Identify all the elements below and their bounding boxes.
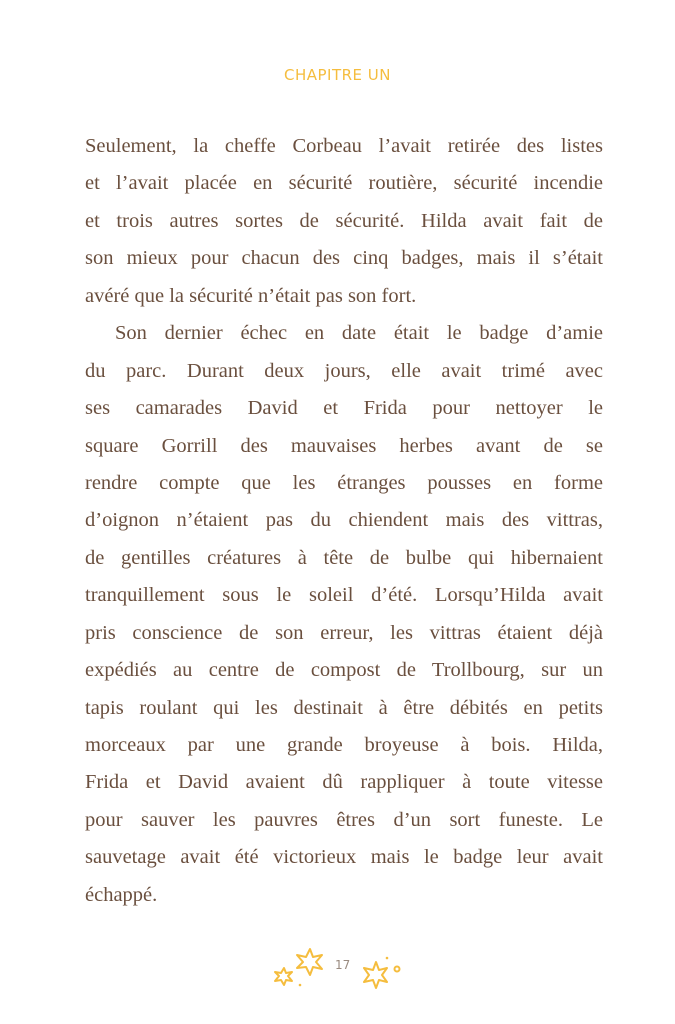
text-line: son mieux pour chacun des cinq badges, mais il s’était [85, 247, 603, 270]
text-line: avéré que la sécurité n’était pas son fort. [85, 284, 417, 307]
text-line: du parc. Durant deux jours, elle avait trimé avec [85, 359, 603, 382]
text-line: d’oignon n’étaient pas du chiendent mais des vittras, [85, 509, 603, 532]
text-line: et trois autres sortes de sécurité. Hilda avait fait de [85, 209, 603, 232]
text-line: pour sauver les pauvres êtres d’un sort funeste. Le [85, 808, 603, 831]
text-line: tranquillement sous le soleil d’été. Lorsqu’Hilda avait [85, 584, 603, 607]
text-line: tapis roulant qui les destinait à être débités en petits [85, 696, 603, 719]
text-line: rendre compte que les étranges pousses en forme [85, 471, 603, 494]
text-line: expédiés au centre de compost de Trollbourg, sur un [85, 659, 603, 682]
text-line: Frida et David avaient dû rappliquer à toute vitesse [85, 771, 603, 794]
text-line: square Gorrill des mauvaises herbes avant de se [85, 434, 603, 457]
text-line: Son dernier échec en date était le badge d’amie [115, 322, 603, 345]
chapter-title: CHAPITRE UN [283, 66, 391, 84]
text-line: de gentilles créatures à tête de bulbe qui hibernaient [85, 546, 603, 569]
body-text [85, 128, 603, 914]
text-line: morceaux par une grande broyeuse à bois. Hilda, [85, 734, 603, 756]
text-line: échappé. [85, 883, 158, 906]
text-line: sauvetage avait été victorieux mais le badge leur avait [85, 846, 603, 869]
text-line: ses camarades David et Frida pour nettoyer le [85, 397, 603, 420]
text-line: et l’avait placée en sécurité routière, sécurité incendie [85, 172, 603, 195]
text-line: pris conscience de son erreur, les vittras étaient déjà [85, 621, 603, 644]
page-number: 17 [335, 958, 351, 972]
page-footer [268, 944, 408, 994]
text-line: Seulement, la cheffe Corbeau l’avait retirée des listes [85, 135, 603, 157]
